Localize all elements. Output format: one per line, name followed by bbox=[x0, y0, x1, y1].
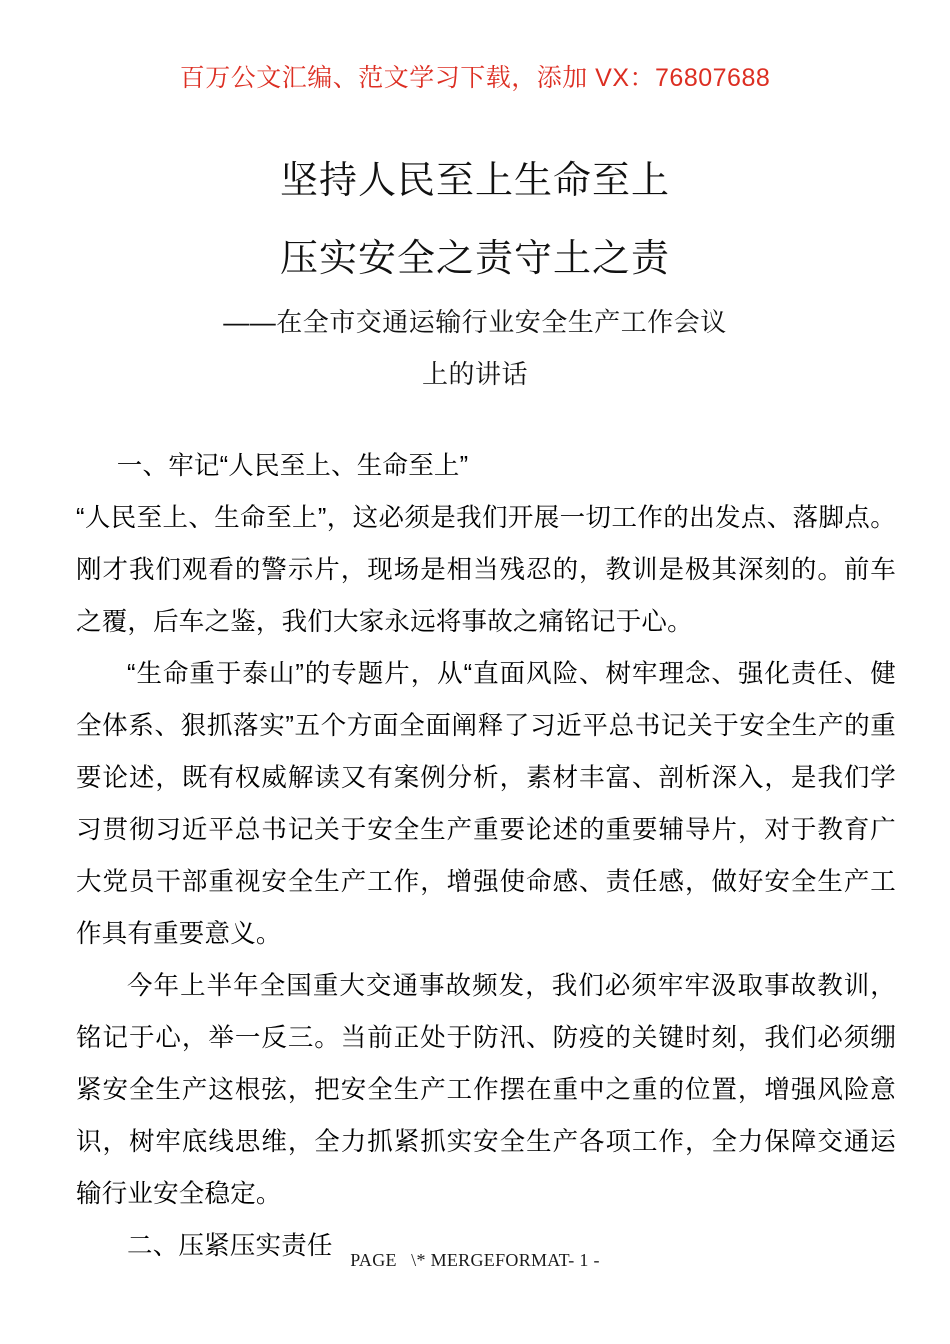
section-heading: 一、牢记“人民至上、生命至上” bbox=[116, 452, 469, 480]
section-heading: 二、压紧压实责任 bbox=[127, 1232, 333, 1260]
document-subtitle-line-1: ——在全市交通运输行业安全生产工作会议 bbox=[223, 307, 727, 337]
body-paragraph: 今年上半年全国重大交通事故频发，我们必须牢牢汲取事故教训，铭记于心，举一反三。当前正处于防汛、防疫的关键时刻，我们必须绷紧安全生产这根弦，把安全生产工作摆在重中之重的位置，增强风险意识，树牢底线思维，全力抓紧抓实安全生产各项工作，全力保障交通运输行业安全稳定。 bbox=[76, 972, 896, 1208]
document-subtitle-line-2: 上的讲话 bbox=[421, 359, 528, 389]
body-paragraph: “生命重于泰山”的专题片，从“直面风险、树牢理念、强化责任、健全体系、狠抓落实”五个方面全面阐释了习近平总书记关于安全生产的重要论述，既有权威解读又有案例分析，素材丰富、剖析深入，是我们学习贯彻习近平总书记关于安全生产重要论述的重要辅导片，对于教育广大党员干部重视安全生产工作，增强使命感、责任感，做好安全生产工作具有重要意义。 bbox=[76, 660, 896, 948]
document-title-line-2: 压实安全之责守土之责 bbox=[279, 238, 670, 280]
page-footer: PAGE \* MERGEFORMAT- 1 - bbox=[350, 1250, 600, 1270]
promo-header-text: 百万公文汇编、范文学习下载，添加 VX：76807688 bbox=[179, 64, 771, 92]
document-title bbox=[0, 142, 950, 298]
document-body bbox=[76, 440, 896, 1272]
document-title-line-1: 坚持人民至上生命至上 bbox=[279, 160, 670, 202]
document-subtitle bbox=[0, 296, 950, 400]
body-paragraph: “人民至上、生命至上”，这必须是我们开展一切工作的出发点、落脚点。刚才我们观看的警示片，现场是相当残忍的，教训是极其深刻的。前车之覆，后车之鉴，我们大家永远将事故之痛铭记于心。 bbox=[76, 504, 896, 636]
